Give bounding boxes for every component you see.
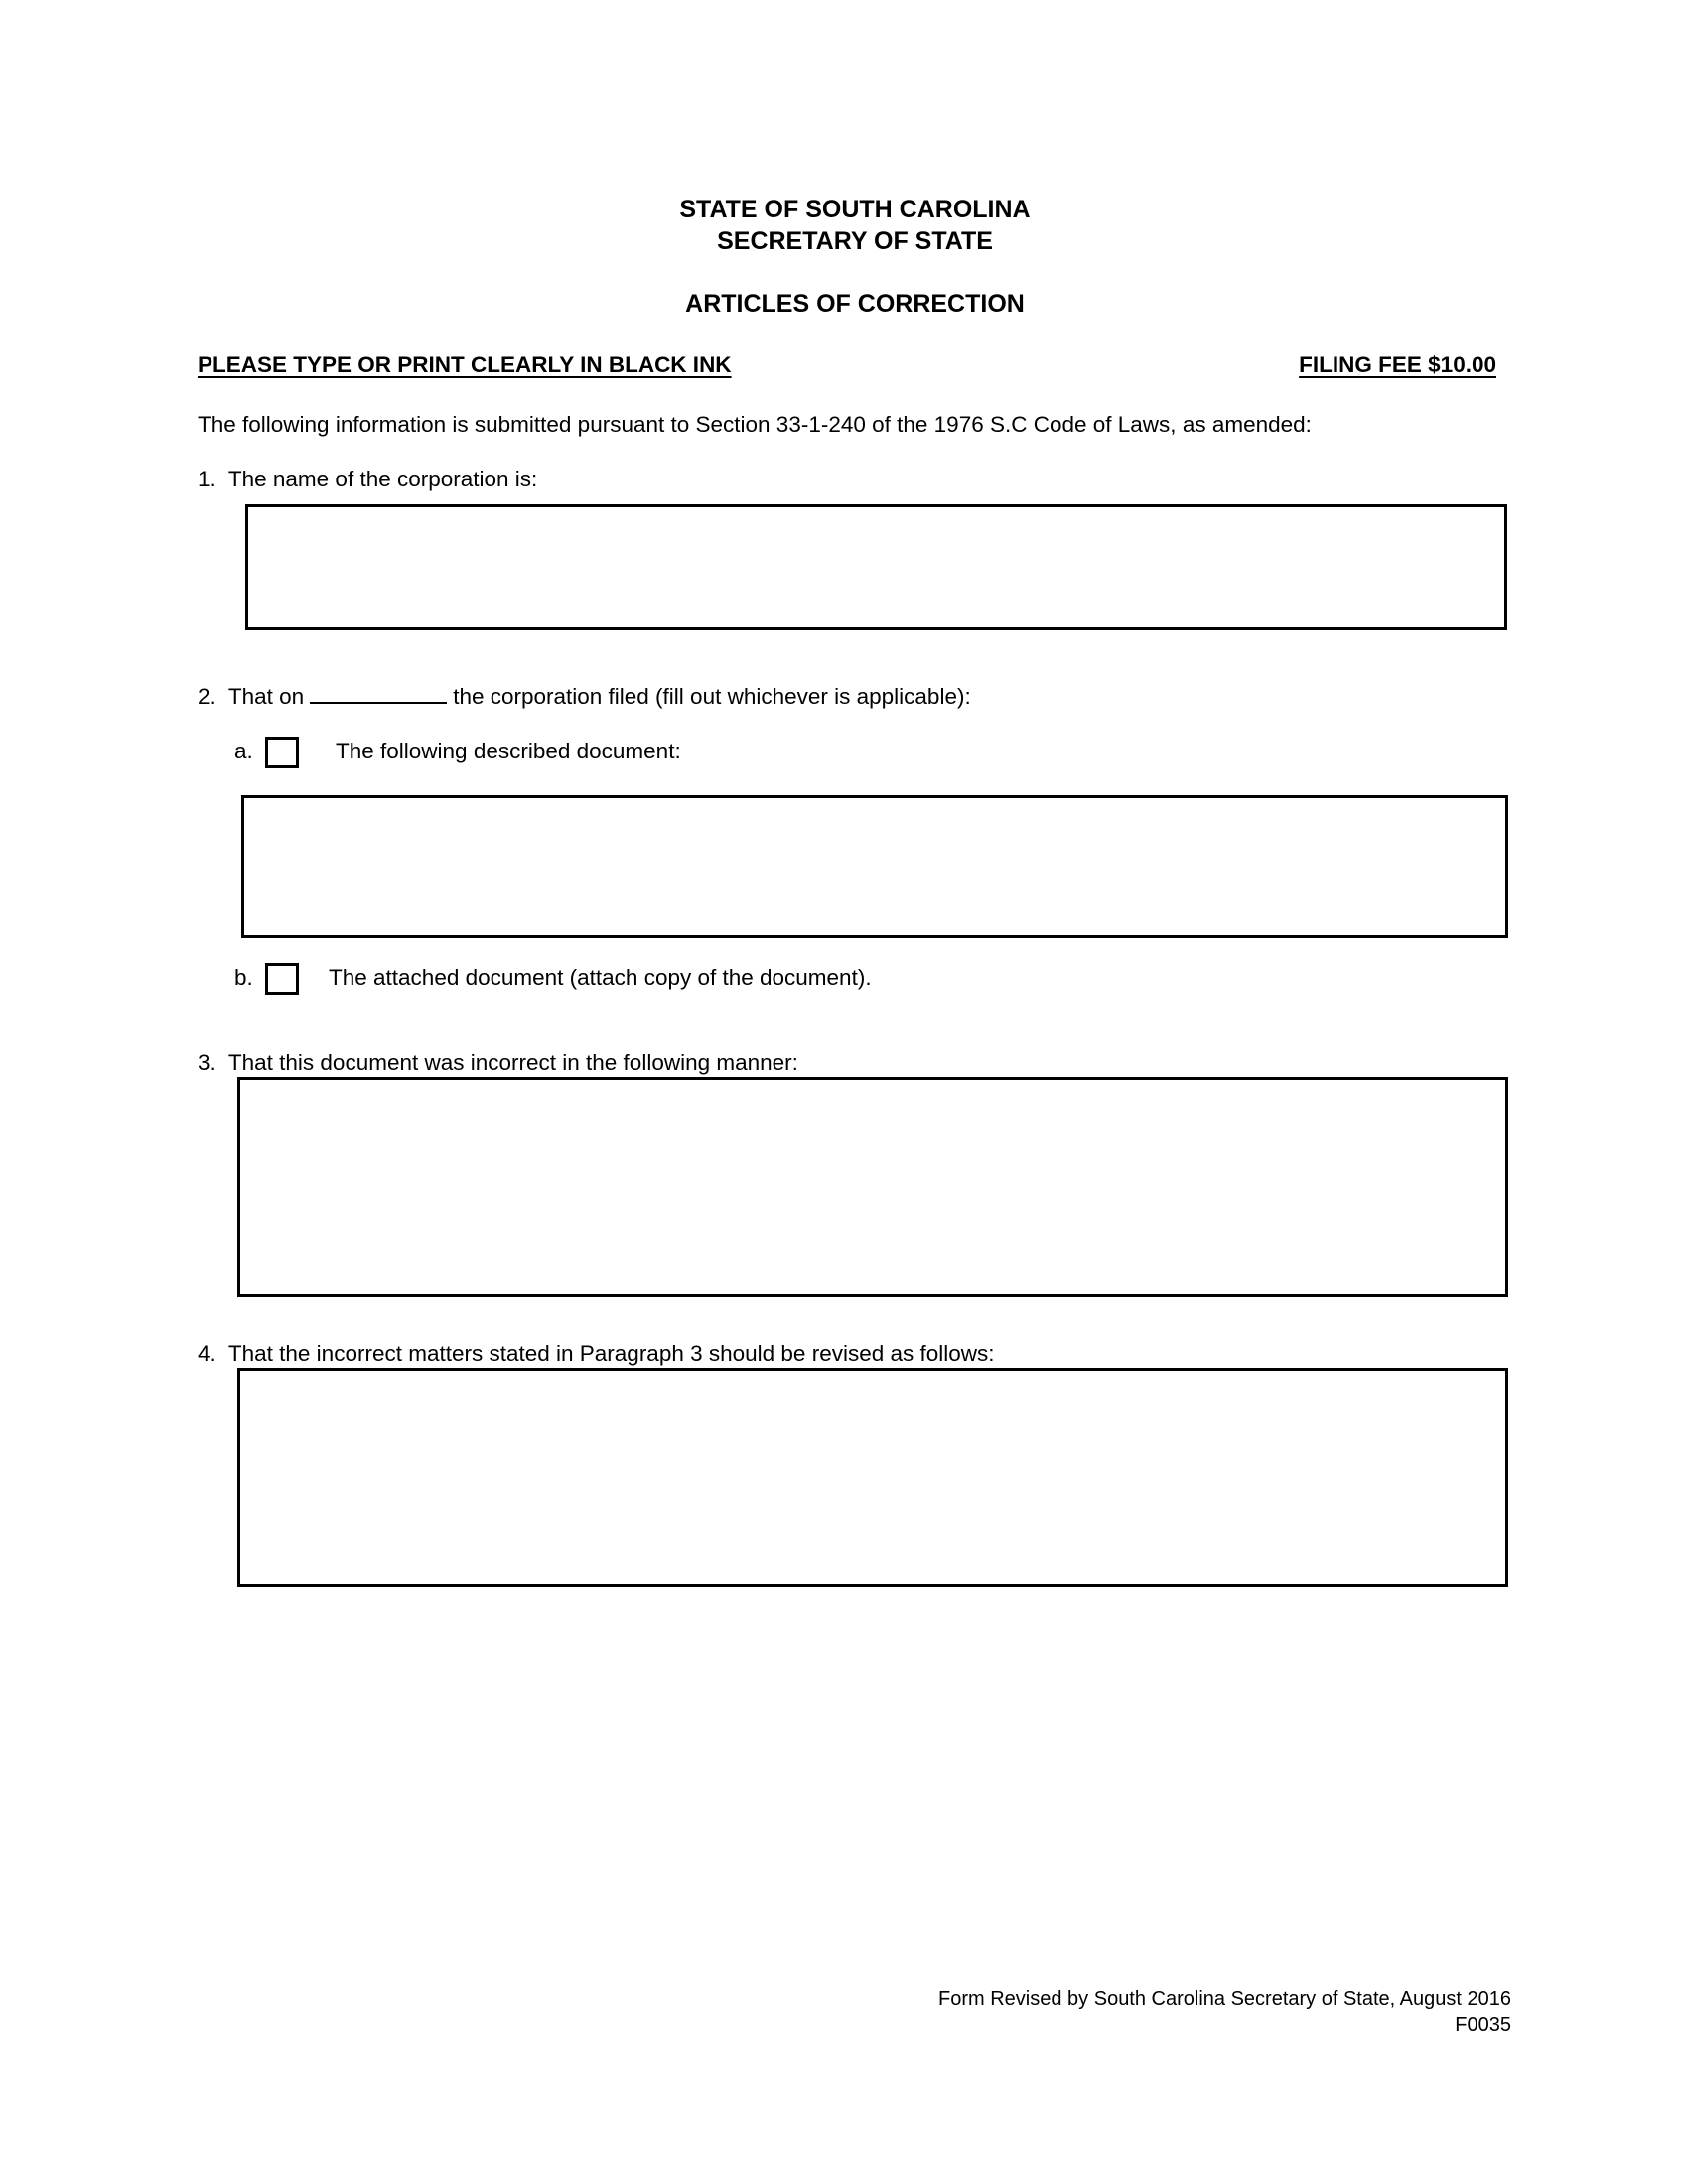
corporation-name-field[interactable] [245, 504, 1507, 630]
office-heading: SECRETARY OF STATE [717, 227, 993, 255]
filing-fee: FILING FEE $10.00 [1299, 352, 1496, 377]
described-document-field[interactable] [241, 795, 1508, 938]
item-number: 3. [198, 1050, 216, 1075]
option-b-text: The attached document (attach copy of the document). [329, 965, 872, 990]
item-number: 4. [198, 1341, 216, 1366]
option-a-label: a. [234, 739, 253, 763]
option-b-checkbox[interactable] [265, 963, 299, 995]
item-text-after: the corporation filed (fill out whichever is applicable): [453, 684, 971, 709]
option-b-label: b. [234, 965, 253, 990]
item-4-label [198, 1341, 995, 1367]
item-number: 2. [198, 684, 216, 709]
option-a-checkbox[interactable] [265, 737, 299, 768]
item-text: That this document was incorrect in the following manner: [227, 1050, 798, 1075]
item-number: 1. [198, 467, 216, 491]
item-text: The name of the corporation is: [227, 467, 538, 491]
filing-date-field[interactable] [310, 682, 447, 704]
state-heading: STATE OF SOUTH CAROLINA [679, 196, 1031, 223]
item-2-label [198, 682, 971, 710]
item-text: That the incorrect matters stated in Paragraph 3 should be revised as follows: [227, 1341, 995, 1366]
intro-text: The following information is submitted pursuant to Section 33-1-240 of the 1976 S.C Code of Laws, as amended: [198, 412, 1312, 437]
form-title: ARTICLES OF CORRECTION [685, 290, 1025, 318]
revision-field[interactable] [237, 1368, 1508, 1587]
option-a-text: The following described document: [336, 739, 681, 763]
footer-revised: Form Revised by South Carolina Secretary of State, August 2016 [938, 1988, 1511, 2010]
item-text-before: That on [227, 684, 305, 709]
footer-form-number: F0035 [1455, 2014, 1511, 2036]
item-3-label [198, 1050, 798, 1076]
incorrect-manner-field[interactable] [237, 1077, 1508, 1297]
item-1-label [198, 467, 537, 492]
instructions: PLEASE TYPE OR PRINT CLEARLY IN BLACK INK [198, 352, 732, 377]
